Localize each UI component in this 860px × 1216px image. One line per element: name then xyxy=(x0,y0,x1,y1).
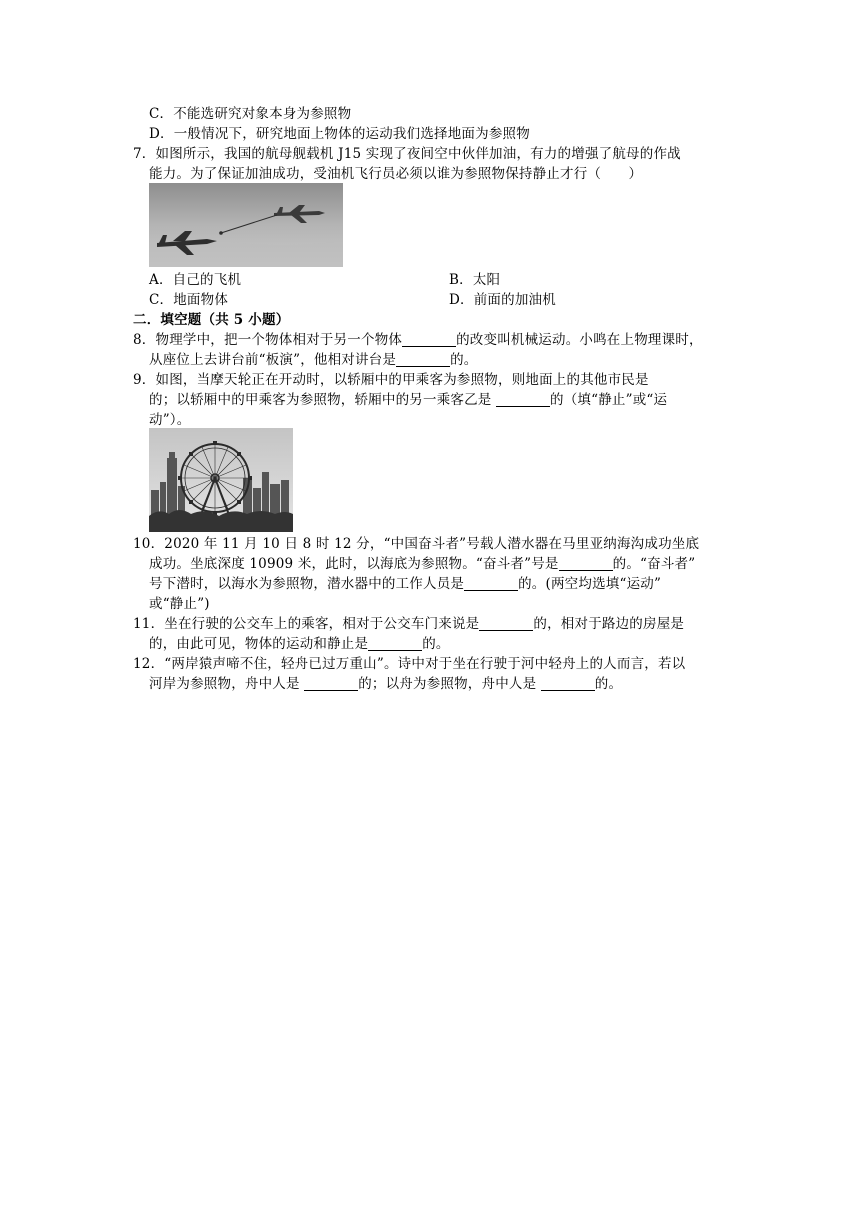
q8-text-2b: 的。 xyxy=(450,352,478,368)
q7-option-d: D．前面的加油机 xyxy=(449,292,556,308)
q9-line3: 动”）。 xyxy=(149,412,191,428)
q11-text-2a: 的，由此可见，物体的运动和静止是 xyxy=(149,636,369,652)
q7-option-c: C．地面物体 xyxy=(149,292,229,308)
q8-blank-2[interactable] xyxy=(396,352,450,367)
q10-blank-1[interactable] xyxy=(559,556,613,571)
q11-text-2b: 的。 xyxy=(422,636,450,652)
q7-option-b: B．太阳 xyxy=(449,272,501,288)
q9-line1: 9．如图，当摩天轮正在开动时，以轿厢中的甲乘客为参照物，则地面上的其他市民是 xyxy=(133,372,649,388)
q9-line2 xyxy=(149,390,667,410)
q10-line3 xyxy=(149,574,661,594)
q11-line1 xyxy=(133,614,684,634)
q12-text-2a: 河岸为参照物，舟中人是 xyxy=(149,676,305,692)
q10-text-3a: 号下潜时，以海水为参照物，潜水器中的工作人员是 xyxy=(149,576,465,592)
q11-blank-1[interactable] xyxy=(479,616,533,631)
q11-blank-2[interactable] xyxy=(368,636,422,651)
q11-text-1a: 11．坐在行驶的公交车上的乘客，相对于公交车门来说是 xyxy=(133,616,480,632)
q7-stem-line2: 能力。为了保证加油成功，受油机飞行员必须以谁为参照物保持静止才行（ ） xyxy=(149,166,643,182)
section-2-title: 二．填空题（共 5 小题） xyxy=(133,312,290,328)
q10-blank-2[interactable] xyxy=(464,576,518,591)
q10-line2 xyxy=(149,554,695,574)
q11-text-1b: 的，相对于路边的房屋是 xyxy=(533,616,685,632)
q11-line2 xyxy=(149,634,450,654)
q6-option-d: D．一般情况下，研究地面上物体的运动我们选择地面为参照物 xyxy=(149,126,530,142)
ferris-wheel-photo xyxy=(149,428,293,532)
q10-text-2a: 成功。坐底深度 10909 米，此时，以海底为参照物。“奋斗者”号是 xyxy=(149,556,559,572)
q12-line2 xyxy=(149,674,622,694)
q8-line2 xyxy=(149,350,478,370)
q7-stem-line1: 7．如图所示，我国的航母舰载机 J15 实现了夜间空中伙伴加油，有力的增强了航母的作战 xyxy=(133,146,681,162)
q10-text-3b: 的。(两空均选填“运动” xyxy=(518,576,662,592)
q12-text-2b: 的；以舟为参照物，舟中人是 xyxy=(358,676,541,692)
q9-blank-1[interactable] xyxy=(496,392,550,407)
q8-line1 xyxy=(133,330,703,350)
q12-blank-1[interactable] xyxy=(304,676,358,691)
refueling-jets-photo xyxy=(149,183,343,267)
q12-line1: 12．“两岸猿声啼不住，轻舟已过万重山”。诗中对于坐在行驶于河中轻舟上的人而言，若以 xyxy=(133,656,686,672)
q8-text-2a: 从座位上去讲台前“板演”，他相对讲台是 xyxy=(149,352,397,368)
q10-text-2b: 的。“奋斗者” xyxy=(612,556,696,572)
q7-option-a: A．自己的飞机 xyxy=(149,272,242,288)
q9-text-2a: 的；以轿厢中的甲乘客为参照物，轿厢中的另一乘客乙是 xyxy=(149,392,496,408)
q9-text-2b: 的（填“静止”或“运 xyxy=(550,392,668,408)
q10-line1: 10．2020 年 11 月 10 日 8 时 12 分，“中国奋斗者”号载人潜水器在马里亚纳海沟成功坐底 xyxy=(133,536,700,552)
q6-option-c: C．不能选研究对象本身为参照物 xyxy=(149,106,352,122)
q12-blank-2[interactable] xyxy=(541,676,595,691)
q12-text-2c: 的。 xyxy=(594,676,623,692)
q10-line4: 或“静止”) xyxy=(149,596,210,612)
q8-text-1b: 的改变叫机械运动。小鸣在上物理课时， xyxy=(456,332,703,348)
q8-blank-1[interactable] xyxy=(402,332,456,347)
q8-text-1a: 8．物理学中，把一个物体相对于另一个物体 xyxy=(133,332,403,348)
